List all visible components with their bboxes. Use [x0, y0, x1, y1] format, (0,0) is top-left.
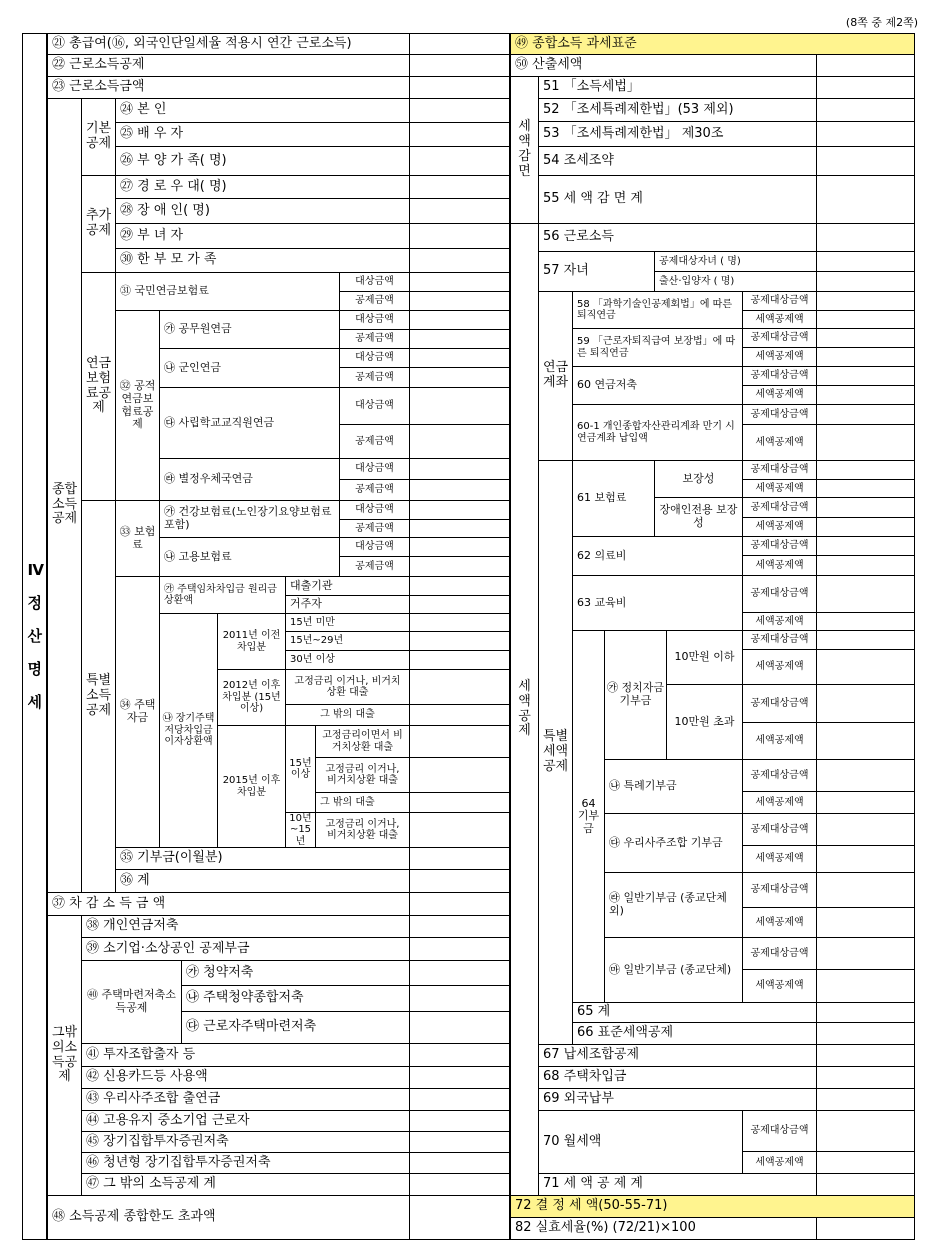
- row-40c-value[interactable]: [409, 1011, 510, 1044]
- row-48-label: ㊽ 소득공제 종합한도 초과액: [47, 1195, 410, 1240]
- row-32d-target-label: 대상금액: [339, 458, 410, 480]
- row-32d-label: ㉱ 별정우체국연금: [159, 458, 340, 501]
- row-33b-deduct-label: 공제금액: [339, 556, 410, 577]
- row-71-value[interactable]: [816, 1173, 915, 1196]
- row-58-target-label: 공제대상금액: [742, 291, 817, 311]
- row-33a-deduct-label: 공제금액: [339, 519, 410, 538]
- row-53-value[interactable]: [816, 121, 915, 147]
- row-57-children-value[interactable]: [816, 251, 915, 272]
- row-32a-label: ㉮ 공무원연금: [159, 310, 340, 349]
- row-61a-target-value[interactable]: [816, 460, 915, 480]
- row-64a-label: ㉮ 정치자금기부금: [604, 630, 667, 760]
- row-27-label: ㉗ 경 로 우 대( 명): [115, 175, 410, 199]
- row-57-birth-value[interactable]: [816, 271, 915, 292]
- row-63-credit-label: 세액공제액: [742, 612, 817, 631]
- row-60-1-credit-value[interactable]: [816, 424, 915, 461]
- row-64b-target-label: 공제대상금액: [742, 759, 817, 792]
- row-60-credit-value[interactable]: [816, 385, 915, 405]
- row-30-label: ㉚ 한 부 모 가 족: [115, 248, 410, 273]
- row-64e-credit-value[interactable]: [816, 969, 915, 1003]
- row-39-value[interactable]: [409, 937, 510, 961]
- row-64e-label: ㉲ 일반기부금 (종교단체): [604, 937, 743, 1003]
- row-35-label: ㉟ 기부금(이월분): [115, 847, 410, 870]
- row-2012-other: 그 밖의 대출: [285, 704, 410, 726]
- row-50-value[interactable]: [816, 54, 915, 77]
- row-40a-label: ㉮ 청약저축: [181, 960, 410, 986]
- row-64a1-credit-label: 세액공제액: [742, 649, 817, 685]
- row-33a-target-label: 대상금액: [339, 500, 410, 520]
- row-2012-fixed: 고정금리 이거나, 비거치상환 대출: [285, 669, 410, 705]
- row-34a-resident-label: 거주자: [285, 595, 410, 614]
- group-additional-deduction: 추가공제: [81, 175, 116, 273]
- row-33a-deduct-value[interactable]: [409, 519, 510, 538]
- row-66-value[interactable]: [816, 1022, 915, 1045]
- row-2011-15to29: 15년~29년: [285, 631, 410, 651]
- row-32c-label: ㉰ 사립학교교직원연금: [159, 387, 340, 459]
- row-32a-deduct-label: 공제금액: [339, 329, 410, 349]
- row-23-value[interactable]: [409, 76, 510, 99]
- row-64e-target-value[interactable]: [816, 937, 915, 970]
- group-special-tax-credit: 특별세액공제: [538, 460, 573, 1045]
- row-29-value[interactable]: [409, 223, 510, 249]
- row-54-value[interactable]: [816, 146, 915, 176]
- row-2015-other: 그 밖의 대출: [315, 792, 410, 813]
- group-tax-credit: 세액공제: [510, 223, 539, 1196]
- row-63-target-label: 공제대상금액: [742, 575, 817, 613]
- row-64c-target-label: 공제대상금액: [742, 813, 817, 846]
- row-64b-credit-label: 세액공제액: [742, 791, 817, 814]
- row-40b-value[interactable]: [409, 985, 510, 1012]
- row-31-target-label: 대상금액: [339, 272, 410, 292]
- row-57-label: 57 자녀: [538, 251, 655, 292]
- row-61b-credit-value[interactable]: [816, 517, 915, 537]
- row-64c-credit-label: 세액공제액: [742, 845, 817, 873]
- row-64b-target-value[interactable]: [816, 759, 915, 792]
- row-60-credit-label: 세액공제액: [742, 385, 817, 405]
- row-70-target-label: 공제대상금액: [742, 1110, 817, 1152]
- row-64a2-target-value[interactable]: [816, 684, 915, 723]
- group-pension-account: 연금계좌: [538, 291, 573, 461]
- row-51-label: 51 「소득세법」: [538, 76, 817, 99]
- row-2015-other-value[interactable]: [409, 792, 510, 813]
- row-62-target-label: 공제대상금액: [742, 536, 817, 556]
- row-26-value[interactable]: [409, 146, 510, 176]
- row-58-credit-value[interactable]: [816, 310, 915, 329]
- row-67-label: 67 납세조합공제: [538, 1044, 817, 1067]
- row-60-target-value[interactable]: [816, 366, 915, 386]
- row-21-value[interactable]: [409, 33, 510, 55]
- row-61b-credit-label: 세액공제액: [742, 517, 817, 537]
- row-35-value[interactable]: [409, 847, 510, 870]
- row-64b-label: ㉯ 특례기부금: [604, 759, 743, 814]
- row-45-label: ㊺ 장기집합투자증권저축: [81, 1131, 410, 1153]
- row-43-value[interactable]: [409, 1088, 510, 1111]
- row-32c-deduct-label: 공제금액: [339, 424, 410, 459]
- row-46-value[interactable]: [409, 1152, 510, 1174]
- row-60-1-target-label: 공제대상금액: [742, 404, 817, 425]
- row-41-value[interactable]: [409, 1043, 510, 1067]
- row-33b-label: ㉯ 고용보험료: [159, 537, 340, 577]
- row-32b-target-value[interactable]: [409, 348, 510, 368]
- row-2015-fixed-or-value[interactable]: [409, 757, 510, 793]
- row-64a1-target-value[interactable]: [816, 630, 915, 650]
- group-32-public-pension: ㉜ 공적연금보험료공제: [115, 310, 160, 501]
- row-72-label: 72 결 정 세 액(50-55-71): [510, 1195, 915, 1218]
- row-30-value[interactable]: [409, 248, 510, 273]
- group-2011-borrowing: 2011년 이전 차입분: [217, 613, 286, 670]
- row-60-1-label: 60-1 개인종합자산관리계좌 만기 시 연금계좌 납입액: [572, 404, 743, 461]
- row-58-target-value[interactable]: [816, 291, 915, 311]
- row-65-label: 65 계: [572, 1002, 817, 1023]
- row-64a2-credit-label: 세액공제액: [742, 722, 817, 760]
- row-61-disabled-label: 장애인전용 보장성: [654, 497, 743, 537]
- row-60-1-credit-label: 세액공제액: [742, 424, 817, 461]
- row-65-value[interactable]: [816, 1002, 915, 1023]
- row-52-label: 52 「조세특례제한법」(53 제외): [538, 98, 817, 122]
- row-33b-deduct-value[interactable]: [409, 556, 510, 577]
- row-31-target-value[interactable]: [409, 272, 510, 292]
- row-50-label: ㊿ 산출세액: [510, 54, 817, 77]
- group-basic-deduction: 기본공제: [81, 98, 116, 176]
- row-69-value[interactable]: [816, 1088, 915, 1111]
- row-40c-label: ㉰ 근로자주택마련저축: [181, 1011, 410, 1044]
- row-64a1-target-label: 공제대상금액: [742, 630, 817, 650]
- row-53-label: 53 「조세특례제한법」 제30조: [538, 121, 817, 147]
- row-33b-target-value[interactable]: [409, 537, 510, 557]
- row-59-target-label: 공제대상금액: [742, 328, 817, 348]
- row-82-label: 82 실효세율(%) (72/21)×100: [510, 1217, 817, 1240]
- row-41-label: ㊶ 투자조합출자 등: [81, 1043, 410, 1067]
- row-70-credit-value[interactable]: [816, 1151, 915, 1174]
- row-64d-label: ㉱ 일반기부금 (종교단체 외): [604, 872, 743, 938]
- row-22-label: ㉒ 근로소득공제: [47, 54, 410, 77]
- row-55-label: 55 세 액 감 면 계: [538, 175, 817, 224]
- row-60-target-label: 공제대상금액: [742, 366, 817, 386]
- row-2011-under15: 15년 미만: [285, 613, 410, 632]
- row-28-value[interactable]: [409, 198, 510, 224]
- row-67-value[interactable]: [816, 1044, 915, 1067]
- group-34-housing: ㉞ 주택자금: [115, 576, 160, 848]
- row-63-target-value[interactable]: [816, 575, 915, 613]
- row-25-label: ㉕ 배 우 자: [115, 122, 410, 147]
- row-49-label: ㊾ 종합소득 과세표준: [510, 33, 915, 55]
- row-61a-credit-value[interactable]: [816, 479, 915, 498]
- row-55-value[interactable]: [816, 175, 915, 224]
- row-33b-target-label: 대상금액: [339, 537, 410, 557]
- row-68-label: 68 주택차입금: [538, 1066, 817, 1089]
- row-70-label: 70 월세액: [538, 1110, 743, 1174]
- row-66-label: 66 표준세액공제: [572, 1022, 817, 1045]
- row-31-deduct-value[interactable]: [409, 291, 510, 311]
- group-tax-reduction: 세액감면: [510, 76, 539, 224]
- row-63-credit-value[interactable]: [816, 612, 915, 631]
- row-44-label: ㊹ 고용유지 중소기업 근로자: [81, 1110, 410, 1132]
- group-other-deduction: 그밖의소득공제: [47, 915, 82, 1196]
- row-44-value[interactable]: [409, 1110, 510, 1132]
- row-29-label: ㉙ 부 녀 자: [115, 223, 410, 249]
- row-59-credit-label: 세액공제액: [742, 347, 817, 367]
- row-61a-target-label: 공제대상금액: [742, 460, 817, 480]
- section-label: Ⅳ 정산명세: [22, 33, 47, 1240]
- row-64d-target-label: 공제대상금액: [742, 872, 817, 908]
- row-64d-credit-value[interactable]: [816, 907, 915, 938]
- row-56-label: 56 근로소득: [538, 223, 817, 252]
- row-2011-over30-value[interactable]: [409, 650, 510, 670]
- row-61-coverage-label: 보장성: [654, 460, 743, 498]
- row-64a2-credit-value[interactable]: [816, 722, 915, 760]
- row-21-label: ㉑ 총급여(⑯, 외국인단일세율 적용시 연간 근로소득): [47, 33, 410, 55]
- row-47-label: ㊼ 그 밖의 소득공제 계: [81, 1173, 410, 1196]
- row-58-label: 58 「과학기술인공제회법」에 따른 퇴직연금: [572, 291, 743, 329]
- page-number: (8쪽 중 제2쪽): [845, 16, 918, 29]
- row-32a-deduct-value[interactable]: [409, 329, 510, 349]
- group-pension-deduction: 연금보험료공제: [81, 272, 116, 501]
- row-34a-label: ㉮ 주택임차차입금 원리금상환액: [159, 576, 286, 614]
- row-27-value[interactable]: [409, 175, 510, 199]
- row-64a1-credit-value[interactable]: [816, 649, 915, 685]
- row-32c-target-value[interactable]: [409, 387, 510, 425]
- row-47-value[interactable]: [409, 1173, 510, 1196]
- row-82-value[interactable]: [816, 1217, 915, 1240]
- row-34a-lender-value[interactable]: [409, 576, 510, 596]
- row-43-label: ㊸ 우리사주조합 출연금: [81, 1088, 410, 1111]
- row-38-label: ㊳ 개인연금저축: [81, 915, 410, 938]
- row-2015-10to15-value[interactable]: [409, 812, 510, 848]
- group-64-donation: 64 기부금: [572, 630, 605, 1003]
- row-38-value[interactable]: [409, 915, 510, 938]
- row-42-label: ㊷ 신용카드등 사용액: [81, 1066, 410, 1089]
- row-54-label: 54 조세조약: [538, 146, 817, 176]
- row-64a1-label: 10만원 이하: [666, 630, 743, 685]
- row-62-target-value[interactable]: [816, 536, 915, 556]
- row-2015-fixed-or: 고정금리 이거나, 비거치상환 대출: [315, 757, 410, 793]
- row-64c-credit-value[interactable]: [816, 845, 915, 873]
- row-61-label: 61 보험료: [572, 460, 655, 537]
- row-48-value[interactable]: [409, 1195, 510, 1240]
- row-63-label: 63 교육비: [572, 575, 743, 631]
- row-32d-target-value[interactable]: [409, 458, 510, 480]
- row-31-label: ㉛ 국민연금보험료: [115, 272, 340, 311]
- row-51-value[interactable]: [816, 76, 915, 99]
- row-58-credit-label: 세액공제액: [742, 310, 817, 329]
- row-64d-target-value[interactable]: [816, 872, 915, 908]
- row-32b-deduct-label: 공제금액: [339, 367, 410, 388]
- row-2012-other-value[interactable]: [409, 704, 510, 726]
- row-61a-credit-label: 세액공제액: [742, 479, 817, 498]
- row-2015-fixed-nonlag-value[interactable]: [409, 725, 510, 758]
- row-32d-deduct-value[interactable]: [409, 479, 510, 501]
- row-2011-under15-value[interactable]: [409, 613, 510, 632]
- row-60-label: 60 연금저축: [572, 366, 743, 405]
- row-40a-value[interactable]: [409, 960, 510, 986]
- row-24-label: ㉔ 본 인: [115, 98, 410, 123]
- group-special-deduction: 특별소득공제: [81, 500, 116, 893]
- row-59-label: 59 「근로자퇴직급여 보장법」에 따른 퇴직연금: [572, 328, 743, 367]
- row-42-value[interactable]: [409, 1066, 510, 1089]
- row-24-value[interactable]: [409, 98, 510, 123]
- row-32b-label: ㉯ 군인연금: [159, 348, 340, 388]
- row-60-1-target-value[interactable]: [816, 404, 915, 425]
- row-32a-target-label: 대상금액: [339, 310, 410, 330]
- row-32d-deduct-label: 공제금액: [339, 479, 410, 501]
- row-32a-target-value[interactable]: [409, 310, 510, 330]
- row-28-label: ㉘ 장 애 인( 명): [115, 198, 410, 224]
- row-64a2-label: 10만원 초과: [666, 684, 743, 760]
- row-37-value[interactable]: [409, 892, 510, 916]
- row-62-credit-label: 세액공제액: [742, 555, 817, 576]
- row-2011-over30: 30년 이상: [285, 650, 410, 670]
- row-32b-target-label: 대상금액: [339, 348, 410, 368]
- row-46-label: ㊻ 청년형 장기집합투자증권저축: [81, 1152, 410, 1174]
- row-62-label: 62 의료비: [572, 536, 743, 576]
- row-62-credit-value[interactable]: [816, 555, 915, 576]
- group-2015-borrowing: 2015년 이후 차입분: [217, 725, 286, 848]
- row-59-target-value[interactable]: [816, 328, 915, 348]
- row-61b-target-label: 공제대상금액: [742, 497, 817, 518]
- row-34a-lender-label: 대출기관: [285, 576, 410, 596]
- row-23-label: ㉓ 근로소득금액: [47, 76, 410, 99]
- row-64e-target-label: 공제대상금액: [742, 937, 817, 970]
- row-26-label: ㉖ 부 양 가 족( 명): [115, 146, 410, 176]
- row-45-value[interactable]: [409, 1131, 510, 1153]
- row-2011-15to29-value[interactable]: [409, 631, 510, 651]
- row-71-label: 71 세 액 공 제 계: [538, 1173, 817, 1196]
- row-33a-label: ㉮ 건강보험료(노인장기요양보험료포함): [159, 500, 340, 538]
- group-total-deduction: 종합소득공제: [47, 98, 82, 912]
- row-22-value[interactable]: [409, 54, 510, 77]
- row-2015-10to15: 고정금리 이거나, 비거치상환 대출: [315, 812, 410, 848]
- row-33a-target-value[interactable]: [409, 500, 510, 520]
- group-10to15y: 10년 ~15년: [285, 812, 316, 848]
- row-64d-credit-label: 세액공제액: [742, 907, 817, 938]
- row-56-value[interactable]: [816, 223, 915, 252]
- group-40-housing-savings: ㊵ 주택마련저축소득공제: [81, 960, 182, 1044]
- group-2012-borrowing: 2012년 이후 차입분 (15년 이상): [217, 669, 286, 726]
- row-64c-label: ㉰ 우리사주조합 기부금: [604, 813, 743, 873]
- row-25-value[interactable]: [409, 122, 510, 147]
- row-59-credit-value[interactable]: [816, 347, 915, 367]
- row-70-target-value[interactable]: [816, 1110, 915, 1152]
- row-32c-target-label: 대상금액: [339, 387, 410, 425]
- row-57-birth-label: 출산·입양자 ( 명): [654, 271, 817, 292]
- row-36-value[interactable]: [409, 869, 510, 893]
- row-36-label: ㊱ 계: [115, 869, 410, 893]
- row-64e-credit-label: 세액공제액: [742, 969, 817, 1003]
- row-68-value[interactable]: [816, 1066, 915, 1089]
- group-33-insurance: ㉝ 보험료: [115, 500, 160, 577]
- row-40b-label: ㉯ 주택청약종합저축: [181, 985, 410, 1012]
- row-2015-fixed-nonlag: 고정금리이면서 비거치상환 대출: [315, 725, 410, 758]
- row-69-label: 69 외국납부: [538, 1088, 817, 1111]
- row-31-deduct-label: 공제금액: [339, 291, 410, 311]
- row-32c-deduct-value[interactable]: [409, 424, 510, 459]
- row-61b-target-value[interactable]: [816, 497, 915, 518]
- row-34a-resident-value[interactable]: [409, 595, 510, 614]
- row-39-label: ㊴ 소기업·소상공인 공제부금: [81, 937, 410, 961]
- row-70-credit-label: 세액공제액: [742, 1151, 817, 1174]
- row-37-label: ㊲ 차 감 소 득 금 액: [47, 892, 410, 916]
- row-64a2-target-label: 공제대상금액: [742, 684, 817, 723]
- row-57-children-label: 공제대상자녀 ( 명): [654, 251, 817, 272]
- group-34b-mortgage-interest: ㉯ 장기주택저당차입금이자상환액: [159, 613, 218, 848]
- row-64c-target-value[interactable]: [816, 813, 915, 846]
- row-32b-deduct-value[interactable]: [409, 367, 510, 388]
- row-2012-fixed-value[interactable]: [409, 669, 510, 705]
- row-64b-credit-value[interactable]: [816, 791, 915, 814]
- row-52-value[interactable]: [816, 98, 915, 122]
- group-15y-over: 15년 이상: [285, 725, 316, 813]
